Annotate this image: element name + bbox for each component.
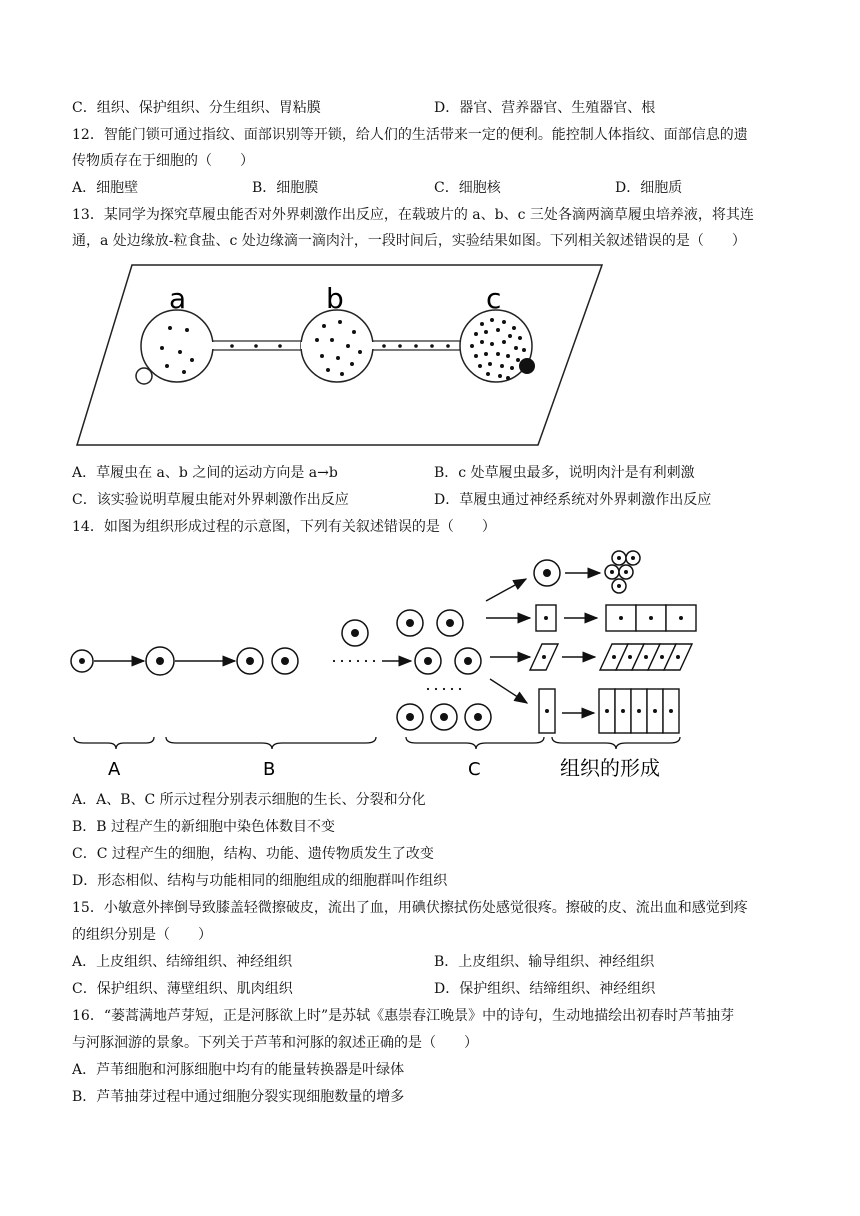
q16-option-a: A．芦苇细胞和河豚细胞中均有的能量转换器是叶绿体: [72, 1062, 405, 1078]
q15-stem-line1: 15．小敏意外摔倒导致膝盖轻微擦破皮，流出了血，用碘伏擦拭伤处感觉很疼。擦破的皮、流出血和感觉到疼: [72, 900, 748, 916]
q12-stem-line1: 12．智能门锁可通过指纹、面部识别等开锁，给人们的生活带来一定的便利。能控制人体指纹、面部信息的遗: [72, 127, 748, 143]
q13-option-b: B．c 处草履虫最多，说明肉汁是有利刺激: [434, 465, 695, 481]
q13-option-a: A．草履虫在 a、b 之间的运动方向是 a→b: [72, 465, 338, 481]
q15-option-d: D．保护组织、结缔组织、神经组织: [434, 981, 656, 997]
q14-option-a: A．A、B、C 所示过程分别表示细胞的生长、分裂和分化: [72, 792, 426, 808]
q14-option-b: B．B 过程产生的新细胞中染色体数目不变: [72, 819, 336, 835]
tissue-formation-label: 组织的形成: [560, 756, 660, 780]
label-b: b: [326, 282, 344, 315]
q13-option-c: C．该实验说明草履虫能对外界刺激作出反应: [72, 492, 349, 508]
q14-stem: 14．如图为组织形成过程的示意图，下列有关叙述错误的是（ ）: [72, 519, 496, 535]
q11-option-d: D．器官、营养器官、生殖器官、根: [434, 100, 656, 116]
q15-stem-line2: 的组织分别是（ ）: [72, 927, 212, 943]
q11-option-c: C．组织、保护组织、分生组织、胃粘膜: [72, 100, 321, 116]
q12-stem-line2: 传物质存在于细胞的（ ）: [72, 153, 254, 169]
q15-option-b: B．上皮组织、输导组织、神经组织: [434, 954, 655, 970]
label-c: c: [486, 282, 502, 315]
stage-b-label: B: [263, 759, 276, 780]
stage-c-label: C: [468, 759, 481, 780]
salt-grain: [136, 368, 152, 384]
q13-stem-line1: 13．某同学为探究草履虫能否对外界刺激作出反应，在载玻片的 a、b、c 三处各滴两滴草履虫培养液，将其连: [72, 207, 754, 223]
q15-option-c: C．保护组织、薄壁组织、肌肉组织: [72, 981, 293, 997]
q16-stem-line1: 16．“蒌蒿满地芦芽短，正是河豚欲上时”是苏轼《惠崇春江晚景》中的诗句，生动地描绘出初春时芦苇抽芽: [72, 1008, 735, 1024]
q12-option-a: A．细胞壁: [72, 180, 139, 196]
q14-tissue-formation-figure: [62, 543, 702, 785]
drop-a: [141, 310, 213, 382]
stage-a-label: A: [108, 759, 121, 780]
q13-slide-figure: [72, 260, 612, 450]
q12-option-b: B．细胞膜: [252, 180, 319, 196]
q14-option-d: D．形态相似、结构与功能相同的细胞组成的细胞群叫作组织: [72, 873, 448, 889]
q15-option-a: A．上皮组织、结缔组织、神经组织: [72, 954, 293, 970]
label-a: a: [169, 282, 187, 315]
q16-stem-line2: 与河豚洄游的景象。下列关于芦苇和河豚的叙述正确的是（ ）: [72, 1035, 478, 1051]
meat-juice-drop: [519, 358, 535, 374]
q16-option-b: B．芦苇抽芽过程中通过细胞分裂实现细胞数量的增多: [72, 1089, 405, 1105]
drop-b: [301, 310, 373, 382]
q12-option-d: D．细胞质: [615, 180, 683, 196]
q13-option-d: D．草履虫通过神经系统对外界刺激作出反应: [434, 492, 712, 508]
q12-option-c: C．细胞核: [434, 180, 501, 196]
q13-stem-line2: 通，a 处边缘放-粒食盐、c 处边缘滴一滴肉汁，一段时间后，实验结果如图。下列相关叙述错误的是（ ）: [72, 233, 746, 249]
q14-option-c: C．C 过程产生的细胞，结构、功能、遗传物质发生了改变: [72, 846, 434, 862]
